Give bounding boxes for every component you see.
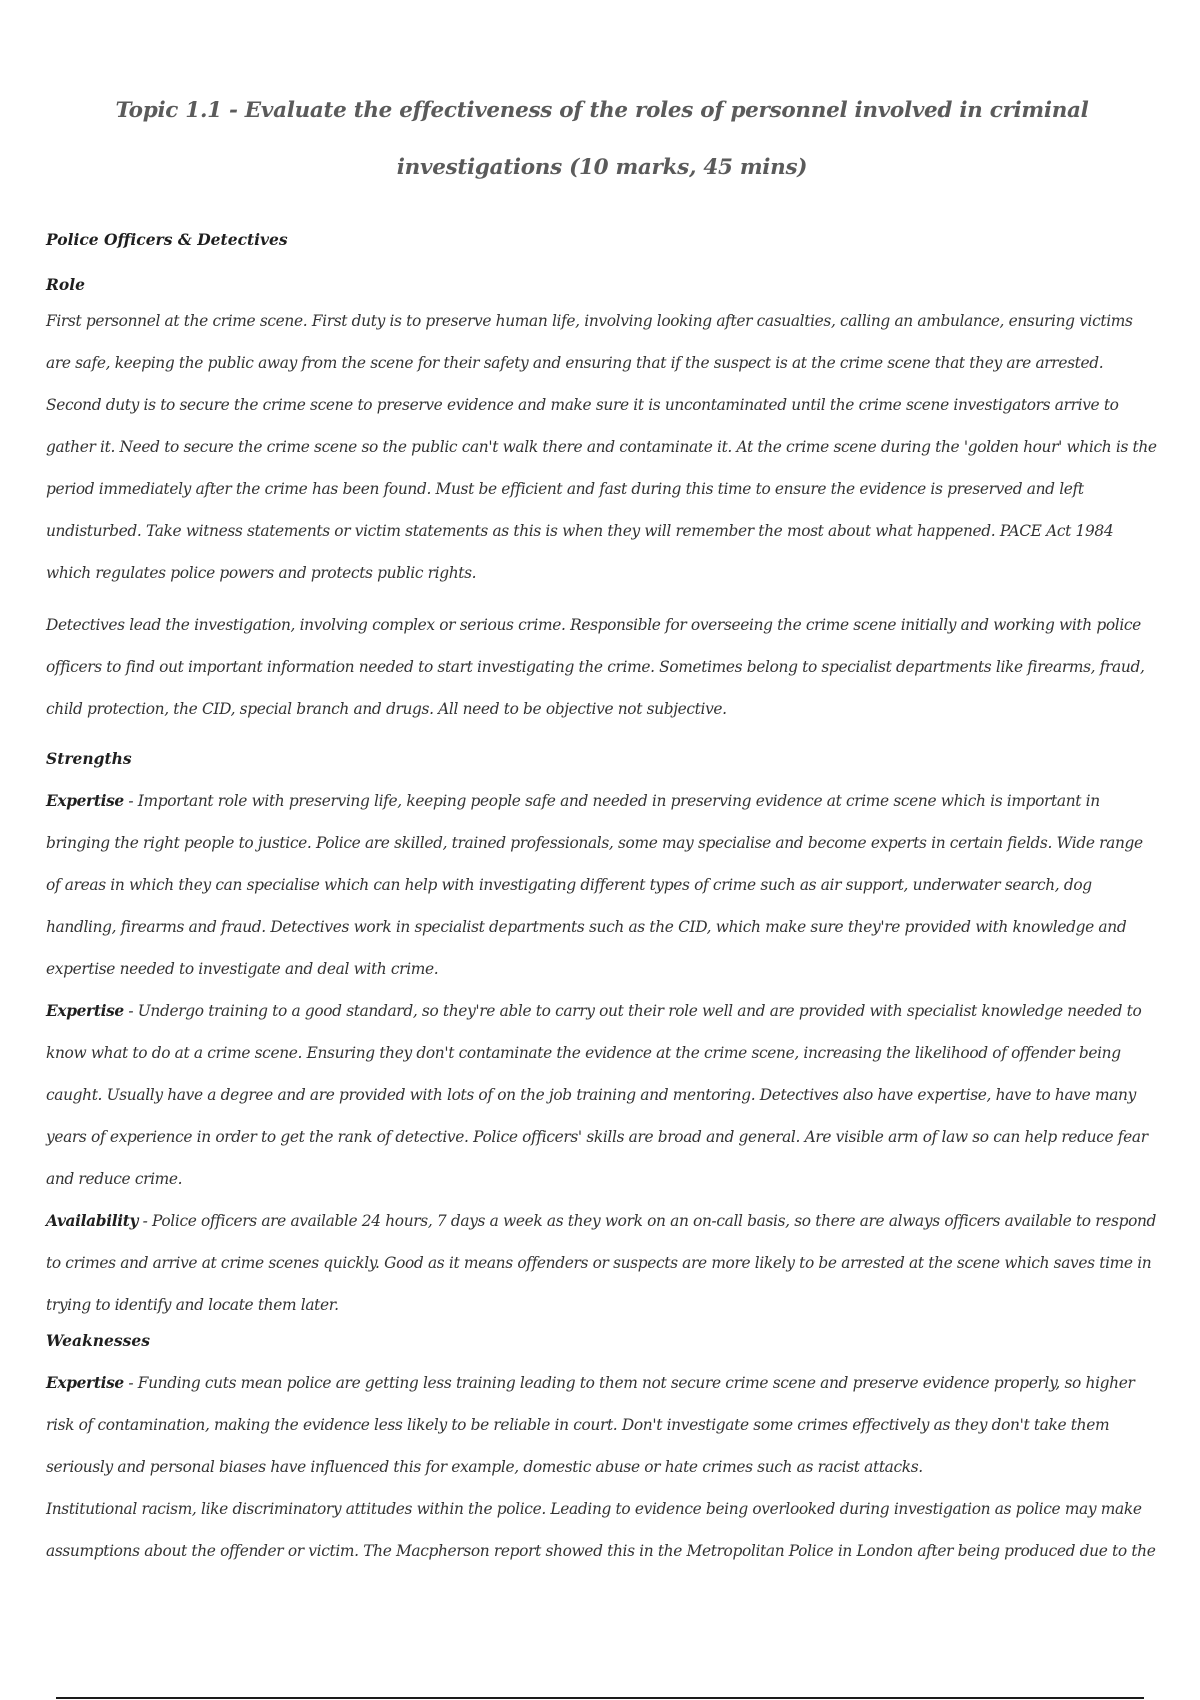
strength-text: - Undergo training to a good standard, so they're able to carry out their role well and are provided with specialist knowledge needed to know what to do at a crime scene. Ensuring they don't contaminate the evidence at the crime scene, increasing the likelihood of offender being caught. Usually have a degree and are provided with lots of on the job training and mentoring. Detectives also have expertise, have to have many years of experience in order to get the rank of detective. Police officers' skills are broad and general. Are visible arm of law so can help reduce fear and reduce crime.: [46, 1002, 1148, 1188]
role-paragraph: Detectives lead the investigation, involving complex or serious crime. Responsible for overseeing the crime scene initially and working with police officers to find out important information needed to start investigating the crime. Sometimes belong to specialist departments like firearms, fraud, child protection, the CID, special branch and drugs. All need to be objective not subjective.: [46, 616, 1145, 718]
strength-label: Expertise: [46, 1002, 124, 1020]
document-page: [46, 82, 1158, 1572]
role-paragraph: First personnel at the crime scene. First duty is to preserve human life, involving looking after casualties, calling an ambulance, ensuring victims are safe, keeping the public away from the scene for their safety and ensuring that if the suspect is at the crime scene that they are arrested. Second duty is to secure the crime scene to preserve evidence and make sure it is uncontaminated until the crime scene investigators arrive to gather it. Need to secure the crime scene so the public can't walk there and contaminate it. At the crime scene during the 'golden hour' which is the period immediately after the crime has been found. Must be efficient and fast during this time to ensure the evidence is preserved and left undisturbed. Take witness statements or victim statements as this is when they will remember the most about what happened. PACE Act 1984 which regulates police powers and protects public rights.: [46, 312, 1157, 582]
strength-text: - Police officers are available 24 hours, 7 days a week as they work on an on-call basis, so there are always officers available to respond to crimes and arrive at crime scenes quickly. Good as it means offenders or suspects are more likely to be arrested at the scene which saves time in trying to identify and locate them later.: [46, 1212, 1157, 1314]
strength-text: - Important role with preserving life, keeping people safe and needed in preserving evidence at crime scene which is important in bringing the right people to justice. Police are skilled, trained professionals, some may specialise and become experts in certain fields. Wide range of areas in which they can specialise which can help with investigating different types of crime such as air support, underwater search, dog handling, firearms and fraud. Detectives work in specialist departments such as the CID, which make sure they're provided with knowledge and expertise needed to investigate and deal with crime.: [46, 792, 1143, 978]
strength-label: Availability: [46, 1212, 139, 1230]
weakness-label: Expertise: [46, 1374, 124, 1392]
role-heading: Role: [46, 275, 85, 294]
weakness-item: [46, 1362, 1158, 1488]
strength-item: [46, 780, 1158, 990]
strength-label: Expertise: [46, 792, 124, 810]
weakness-paragraph: Institutional racism, like discriminatory attitudes within the police. Leading to evidence being overlooked during investigation as police may make assumptions about the offender or victim. The Macpherson report showed this in the Metropolitan Police in London after being produced due to the: [46, 1500, 1156, 1560]
weakness-text: - Funding cuts mean police are getting less training leading to them not secure crime scene and preserve evidence properly, so higher risk of contamination, making the evidence less likely to be reliable in court. Don't investigate some crimes effectively as they don't take them seriously and personal biases have influenced this for example, domestic abuse or hate crimes such as racist attacks.: [46, 1374, 1135, 1476]
strength-item: [46, 990, 1158, 1200]
weaknesses-heading: Weaknesses: [46, 1331, 150, 1350]
strengths-heading: Strengths: [46, 749, 132, 768]
section-heading: Police Officers & Detectives: [46, 230, 288, 249]
page-bottom-rule: [56, 1697, 1144, 1699]
document-title: Topic 1.1 - Evaluate the effectiveness of the roles of personnel involved in criminal investigations (10 marks, 45 mins): [115, 98, 1089, 180]
strength-item: [46, 1200, 1158, 1326]
